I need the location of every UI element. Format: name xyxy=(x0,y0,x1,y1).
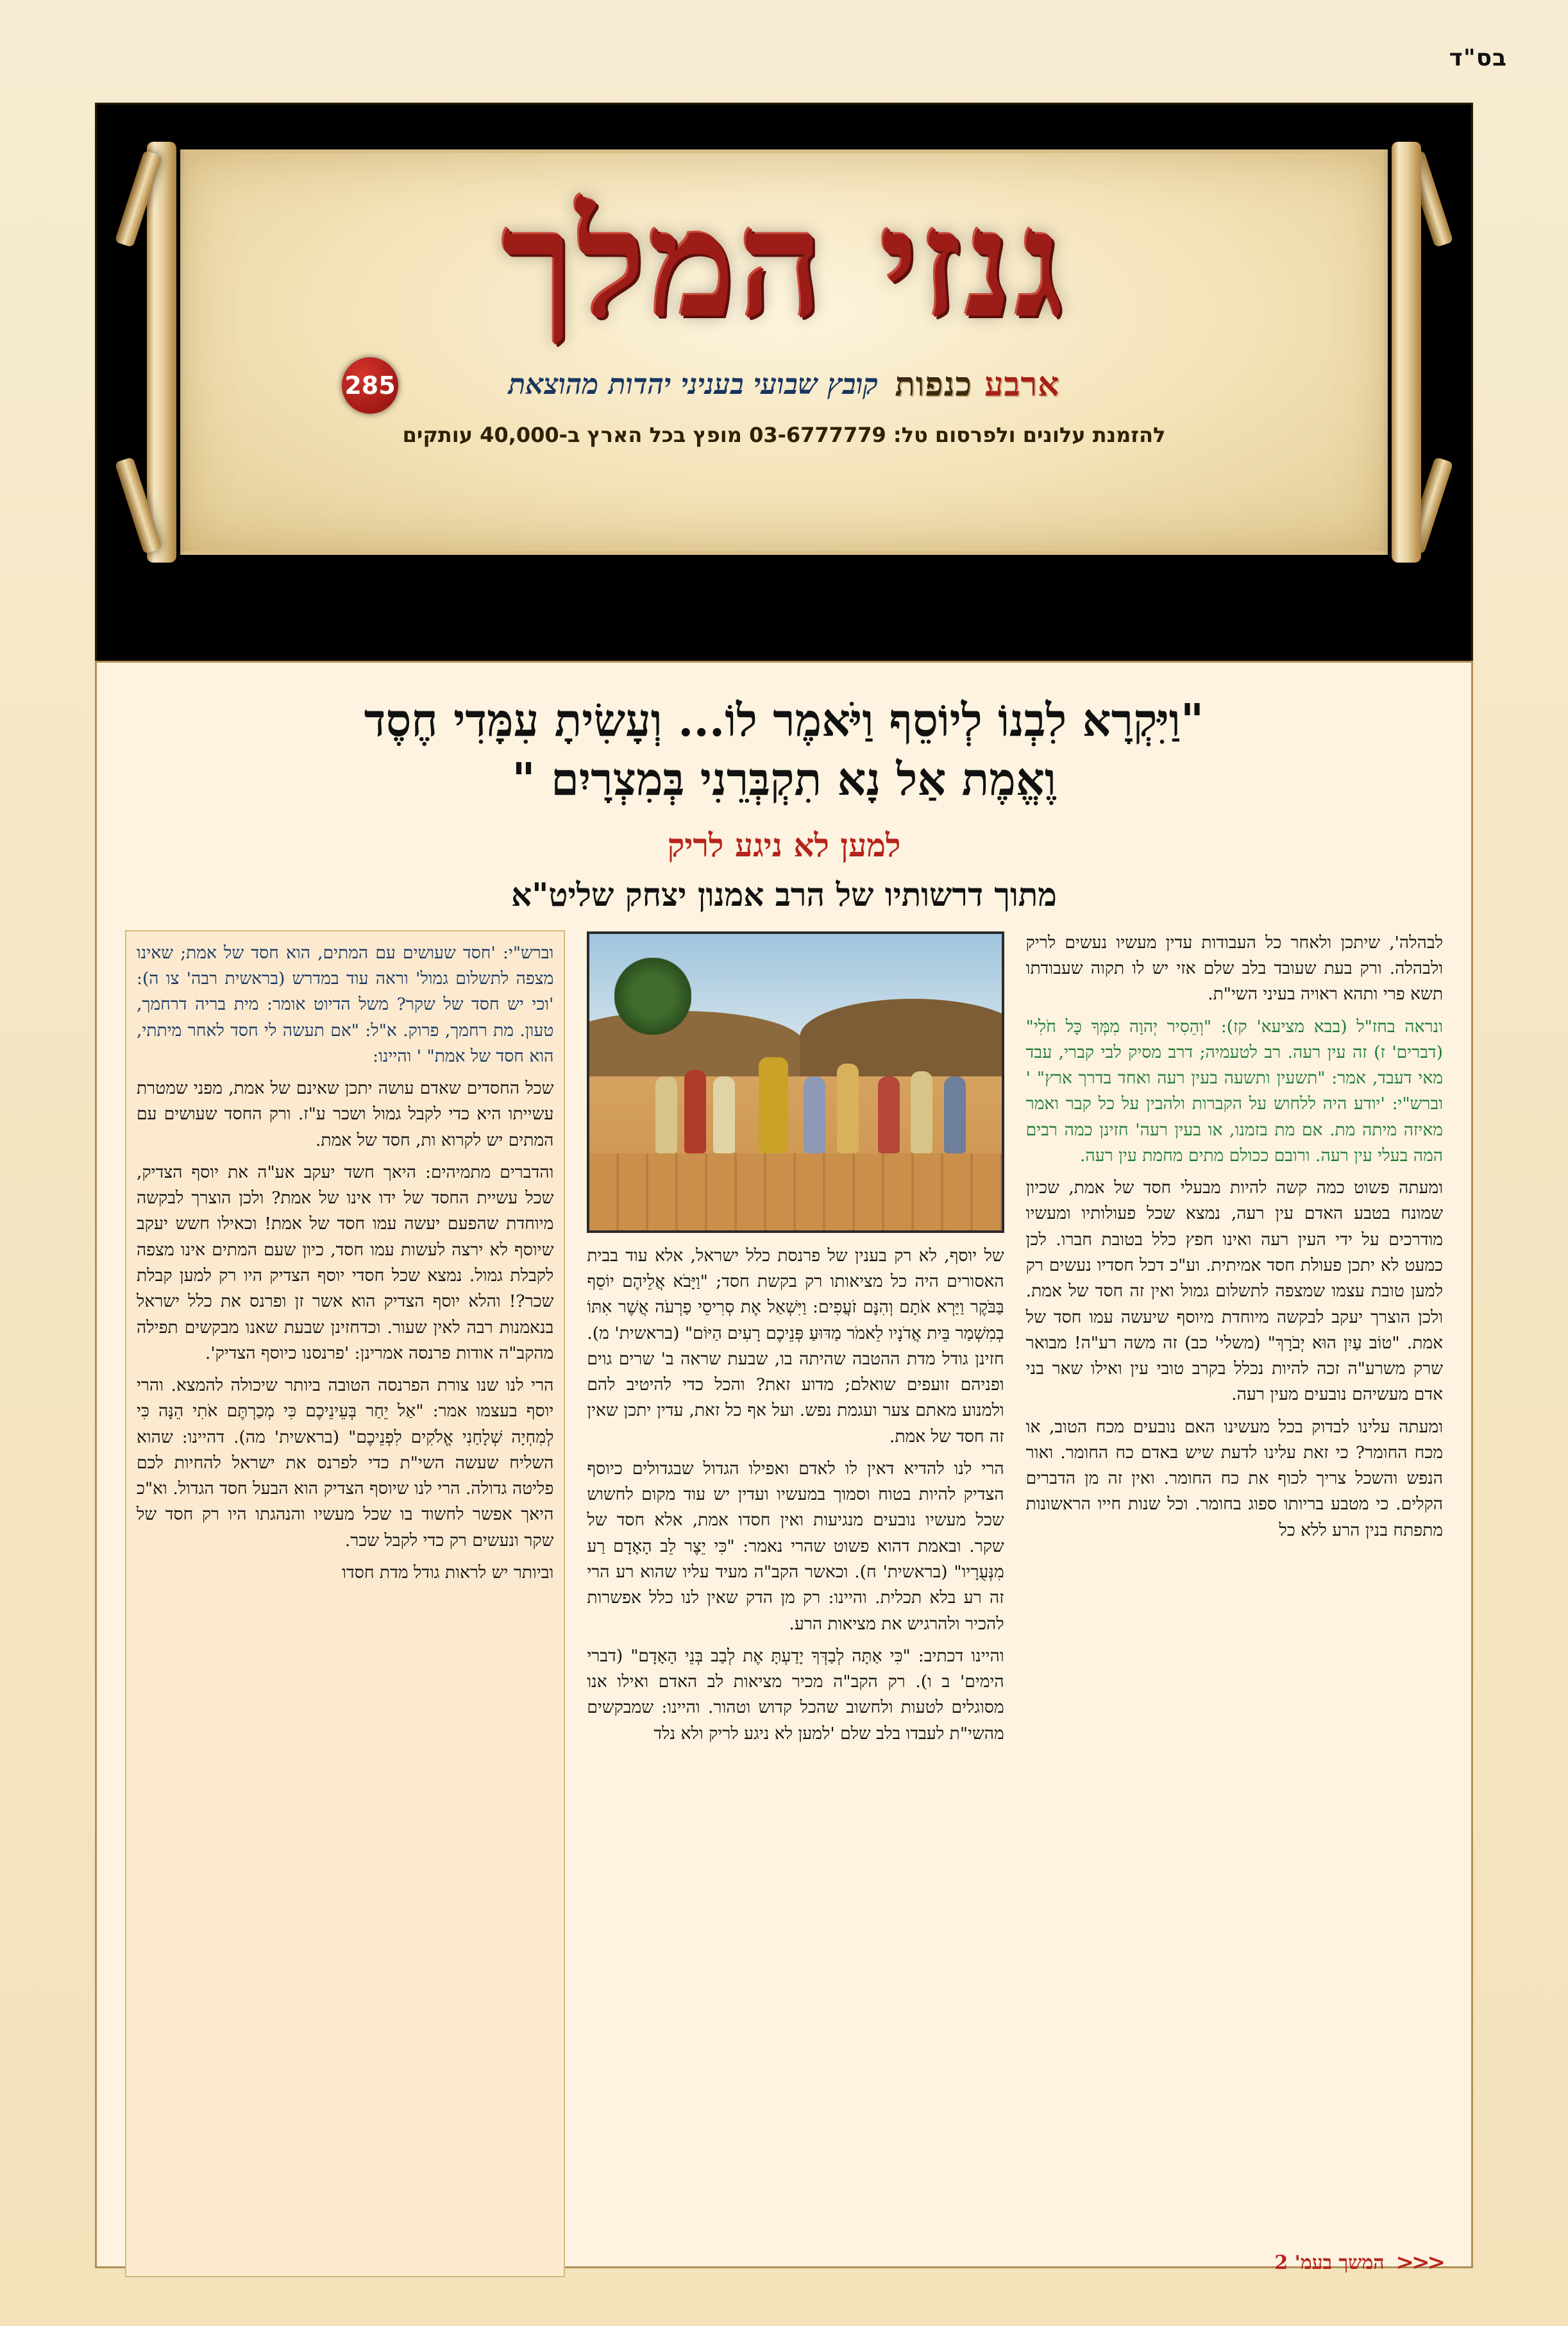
figure-shape xyxy=(759,1057,788,1153)
publication-title: גנזי המלך xyxy=(502,178,1066,351)
scroll-graphic xyxy=(122,124,1446,573)
column-middle xyxy=(587,930,1004,2277)
headline-line-2: וֶאֱמֶת אַל נָא תִקְבְּרֵנִי בְּמִצְרָיִם " xyxy=(512,752,1056,806)
column-right xyxy=(125,930,565,2277)
hill-shape xyxy=(800,999,1004,1076)
paragraph: הרי לנו שנו צורת הפרנסה הטובה ביותר שיכולה להמצא. והרי יוסף בעצמו אמר: "אַל יֵחַר בְּעֵינֵיכֶם כִּי מְכַרְתֶּם אֹתִי הֵנָּה כִּי לְמִחְיָה שְׁלָחַנִי אֱלֹקִים לִפְנֵיכֶם" (בראשית' מה). דהיינו: שהוא השליח שעשה השי"ת כדי לפרנס את ישראל להחיות לכם פליטה גדולה. הרי לנו שיוסף הצדיק הוא הבעל חסד הגדול. וא"כ היאך אפשר לחשוד בו שכל מעשיו והנהגתו היו רק חסד של שקר ונעשים רק כדי לקבל שכר. xyxy=(137,1375,554,1550)
figure-shape xyxy=(837,1064,859,1153)
paragraph: שכל החסדים שאדם עושה יתכן שאינם של אמת, מפני שמטרת עשייתו היא כדי לקבל גמול ושכר ע"ז. ורק החסד שעושים עם המתים יש לקרוא ות, חסד של אמת. xyxy=(137,1078,554,1150)
figure-shape xyxy=(655,1076,677,1153)
scroll-roller-icon xyxy=(115,457,163,554)
figure-shape xyxy=(804,1076,825,1153)
column-left xyxy=(1026,930,1443,2277)
paragraph: וברש"י: 'חסד שעושים עם המתים, הוא חסד של אמת; שאינו מצפה לתשלום גמול' וראה עוד במדרש (בראשית רבה' צו ה): 'וכי יש חסד של שקר? משל הדיוט אומר: מית בריה דרחמך, טעון. מת רחמך, פרוק. א"ל: "אם תעשה לי חסד לאחר מיתתי, הוא חסד של אמת" ' והיינו: xyxy=(137,942,554,1066)
wall-shape xyxy=(589,1153,1001,1230)
scroll-roller-icon xyxy=(115,150,163,248)
parchment-background xyxy=(180,149,1388,555)
article-panel xyxy=(95,661,1473,2276)
publisher-name-suffix: כנפות xyxy=(895,365,972,404)
publisher-name-prefix: ארבע xyxy=(984,365,1060,404)
scroll-roller-icon xyxy=(1406,457,1454,554)
paragraph: לבהלה', שיתכן ולאחר כל העבודות עדין מעשיו נעשים לריק ולבהלה. ורק בעת שעובד בלב שלם אזי יש לו תקוה שעבודתו תשא פרי ותהא ראויה בעיני השי"ת. xyxy=(1025,932,1443,1005)
article-subheadline: למען לא ניגע לריק xyxy=(667,826,901,864)
issue-number-badge: 285 xyxy=(342,357,398,414)
article-headline xyxy=(125,691,1443,810)
article-byline: מתוך דרשותיו של הרב אמנון יצחק שליט"א xyxy=(511,875,1057,913)
continued-label: המשך בעמ' 2 xyxy=(1274,2252,1385,2275)
continued-arrows-icon: <<< xyxy=(1395,2250,1443,2276)
article-columns xyxy=(125,930,1443,2277)
figure-shape xyxy=(944,1076,966,1153)
tree-icon xyxy=(614,958,691,1035)
biblical-scene-illustration xyxy=(587,931,1004,1233)
headline-line-1: "וַיִּקְרָא לִבְנוֹ לְיוֹסֵף וַיֹּאמֶר לוֹ... וְעָשִׂיתָ עִמָּדִי חֶסֶד xyxy=(364,693,1204,747)
paragraph: של יוסף, לא רק בענין של פרנסת כלל ישראל, אלא עוד בבית האסורים היה כל מציאותו רק בקשת חסד; "וַיָּבֹא אֲלֵיהֶם יוֹסֵף בַּבֹּקֶר וַיַּרְא אֹתָם וְהִנָּם זֹעֲפִים: וַיִּשְׁאַל אֶת סְרִיסֵי פַרְעֹה אֲשֶׁר אִתּוֹ בְמִשְׁמַר בֵּית אֲדֹנָיו לֵאמֹר מַדּוּעַ פְּנֵיכֶם רָעִים הַיּוֹם" (בראשית' מ). חזינן גודל מדת ההטבה שהיתה בו, שבעת שראה ב' שרים גוים ופניהם זועפים שואלם; מדוע זאת? והכל כדי להיטיב להם ולמנוע מאתם צער ועגמת נפש. ועל אף כל זאת, עדין יתכן שאין זה חסד של אמת. xyxy=(587,1245,1004,1447)
paragraph: ומעתה פשוט כמה קשה להיות מבעלי חסד של אמת, שכיון שמונח בטבע האדם עין רעה, נמצא שכל פעולותיו ומעשיו מודרכים על ידי העין רעה ואינו חפץ כלל בטובת חברו. לכן כמעט לא יתכן פעולת חסד אמיתית. וע"כ דכל חסדיו נעשים רק למען טובת עצמו שמצפה לתשלום גמול ואין זה חסד של אמת. ולכן הוצרך יעקב לבקשה מיוחדת מיוסף שיעשה עמו חסד של אמת. "טוֹב עַיִן הוּא יְבֹרָךְ" (משלי' כב) זה משה רע"ה! מבואר שרק משרע"ה זכה להיות נכלל בקרב טובי עין ואילו שאר בני אדם מעשיהם נובעים מעין רעה. xyxy=(1025,1178,1443,1405)
contact-line: להזמנת עלונים ולפרסום טל: 03-6777779 מופץ בכל הארץ ב-40,000 עותקים xyxy=(402,423,1166,447)
publisher-name xyxy=(895,365,1059,404)
paragraph: והיינו דכתיב: "כִּי אַתָּה לְבַדְּךָ יָדַעְתָּ אֶת לְבַב בְּנֵי הָאָדָם" (דברי הימים' ב ו). רק הקב"ה מכיר מציאות לב האדם ואילו אנו מסוגלים לטעות ולחשוב שהכל קדוש וטהור. והיינו: שמבקשים מהשי"ת לעבדו בלב שלם 'למען לא ניגע לריק ולא נלד xyxy=(587,1645,1004,1744)
paragraph: ונראה בחז"ל (בבא מציעא' קז): "וְהֵסִיר יְהוָה מִמְּךָ כָּל חֹלִי" (דברים' ז) זה עין רעה. רב לטעמיה; דרב מסיק לבי קברי, עבד מאי דעבד, אמר: "תשעין ותשעה בעין רעה ואחד בדרך ארץ" ' וברש"י: 'יודע היה ללחוש על הקברות ולהבין על כל קבר ואמר מאיזה מיתה מת. אם מת בזמנו, או בעין רעה' חזינן כמה רבים המה בעלי עין רעה. ורובם ככולם מתים מחמת עין רעה. xyxy=(1025,1016,1443,1166)
figure-shape xyxy=(878,1076,900,1153)
publication-tagline: קובץ שבועי בעניני יהדות מהוצאת xyxy=(508,368,879,401)
bsd-marker: בס"ד xyxy=(1449,45,1507,71)
paragraph: וביותר יש לראות גודל מדת חסדו xyxy=(342,1562,554,1583)
paragraph: והדברים מתמיהים: היאך חשד יעקב אע"ה את יוסף הצדיק, שכל עשיית החסד של ידו אינו של אמת? ולכן הוצרך לבקשה מיוחדת שהפעם יעשה עמו חסד של אמת! וכאילו חשש יעקב שיוסף לא ירצה לעשות עמו חסד, כיון שעם המתים אינו מצפה לקבלת גמול. נמצא שכל חסדי יוסף הצדיק היו רק למען קבלת שכר?! והלא יוסף הצדיק הוא אשר זן ופרנס את כלל ישראל בנאמנות רבה לאין שעור. וכדחזינן שבעת שאנו מבקשים תפילה מהקב"ה אודות פרנסה אמרינן: 'פרנסנו כיוסף הצדיק'. xyxy=(137,1162,554,1363)
masthead-subtitle-row xyxy=(180,365,1388,404)
figure-shape xyxy=(684,1070,706,1153)
figure-shape xyxy=(713,1076,735,1153)
scroll-roller-icon xyxy=(1406,150,1454,248)
paragraph: ומעתה עלינו לבדוק בכל מעשינו האם נובעים מכח הטוב, או מכח החומר? כי זאת עלינו לדעת שיש באדם כח החומר. ואור הנפש והשכל צריך לכוף את כח החומר. ואין זה מן הדברים הקלים. כי מטבע בריותו ספוג בחומר. וכל שנות חייו הראשונות מתפתח בנין הרע ללא כל xyxy=(1025,1416,1443,1540)
continued-row xyxy=(1026,2246,1443,2280)
paragraph: הרי לנו להדיא דאין לו לאדם ואפילו הגדול שבגדולים כיוסף הצדיק להיות בטוח וסמוך במעשיו ועדין יש עוד מקום לחשוש שכל מעשיו נובעים מנגיעות ואין חסדו אמת, אלא חסד של שקר. ובאמת דהוא פשוט שהרי נאמר: "כִּי יֵצֶר לֵב הָאָדָם רַע מִנְּעֻרָיו" (בראשית' ח). וכאשר הקב"ה מעיד עליו שהוא רע הרי זה רע בלא תכלית. והיינו: רק מן הדק שאין לנו כלל אפשרות להכיר ולהרגיש את מציאות הרע. xyxy=(587,1458,1004,1634)
masthead-banner xyxy=(95,103,1473,671)
figure-shape xyxy=(911,1071,932,1153)
